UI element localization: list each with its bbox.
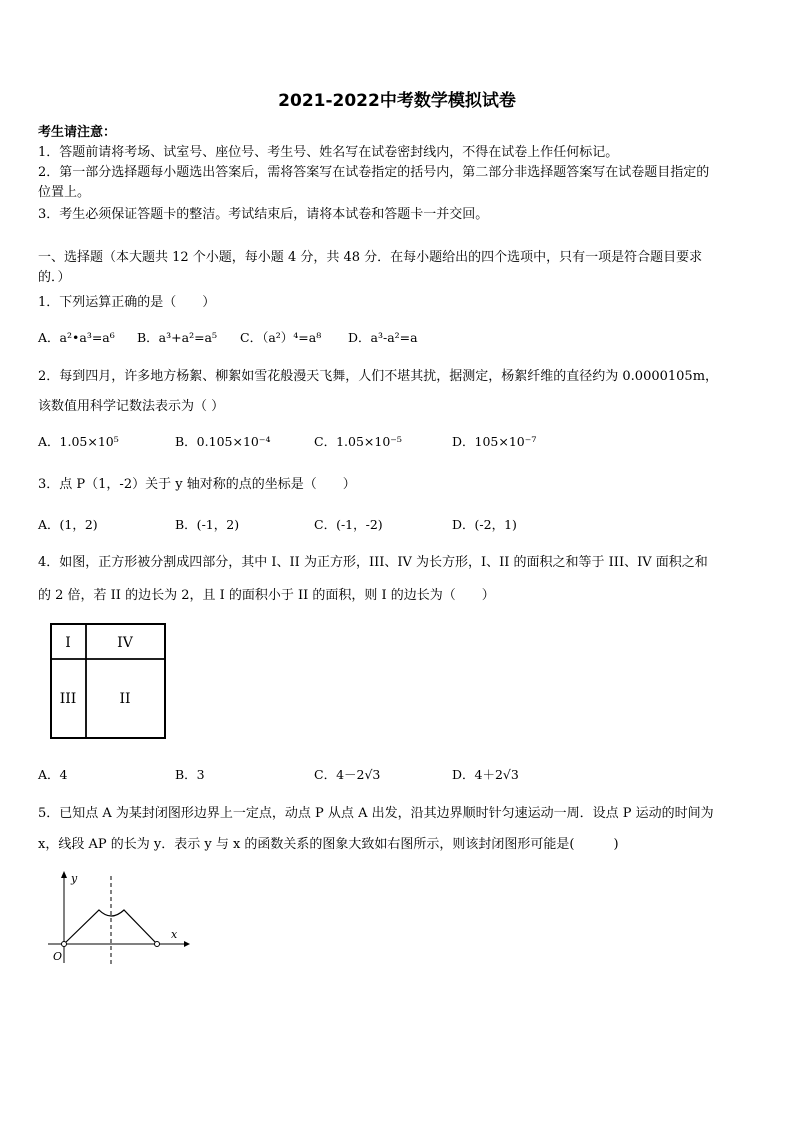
q5-stem-cont: x，线段 AP 的长为 y．表示 y 与 x 的函数关系的图象大致如右图所示，则该封闭图形可能是( ) (38, 837, 619, 852)
notice-item-2: 2．第一部分选择题每小题选出答案后，需将答案写在试卷指定的括号内，第二部分非选择题答案写在试卷题目指定的 (38, 165, 710, 180)
section-heading: 一、选择题（本大题共 12 个小题，每小题 4 分，共 48 分．在每小题给出的四个选项中，只有一项是符合题目要求 (38, 250, 703, 265)
notice-item-2-cont: 位置上。 (38, 185, 91, 200)
q2-option-b: B．0.105×10⁻⁴ (175, 434, 271, 449)
q1-option-d: D．a³-a²=a (348, 330, 418, 345)
q5-function-graph (44, 868, 194, 968)
q4-square-figure (48, 621, 168, 741)
q1-option-a: A．a²•a³=a⁶ (38, 330, 115, 345)
y-axis-label: y (71, 872, 78, 885)
q1-option-c: C．（a²）⁴=a⁸ (240, 330, 322, 345)
q4-option-c: C．4－2√3 (314, 767, 381, 782)
q4-stem-cont: 的 2 倍，若 II 的边长为 2，且 I 的面积小于 II 的面积，则 I 的边长为（ ） (38, 588, 495, 603)
q1-option-b: B．a³+a²=a⁵ (137, 330, 218, 345)
q5-stem: 5．已知点 A 为某封闭图形边界上一定点，动点 P 从点 A 出发，沿其边界顺时针匀速运动一周．设点 P 运动的时间为 (38, 806, 714, 821)
q4-option-d: D．4＋2√3 (452, 767, 519, 782)
q2-option-a: A．1.05×10⁵ (38, 434, 119, 449)
q4-label-i: I (65, 635, 71, 651)
q2-option-d: D．105×10⁻⁷ (452, 434, 537, 449)
q4-label-ii: II (119, 691, 131, 707)
q4-option-a: A．4 (38, 767, 68, 782)
q2-option-c: C．1.05×10⁻⁵ (314, 434, 402, 449)
q3-option-a: A．(1，2) (38, 517, 98, 532)
q3-option-b: B．(-1，2) (175, 517, 240, 532)
notice-header: 考生请注意： (38, 125, 117, 140)
origin-label: O (53, 950, 63, 963)
page-title: 2021-2022中考数学模拟试卷 (278, 91, 516, 111)
q4-option-b: B．3 (175, 767, 205, 782)
notice-item-1: 1．答题前请将考场、试室号、座位号、考生号、姓名写在试卷密封线内，不得在试卷上作任何标记。 (38, 145, 619, 160)
notice-item-3: 3．考生必须保证答题卡的整洁。考试结束后，请将本试卷和答题卡一并交回。 (38, 207, 489, 222)
section-heading-cont: 的．） (38, 270, 71, 285)
q3-option-d: D．(-2，1) (452, 517, 517, 532)
q3-stem: 3．点 P（1，-2）关于 y 轴对称的点的坐标是（ ） (38, 477, 356, 492)
x-axis-label: x (171, 928, 178, 941)
q4-label-iv: IV (117, 635, 133, 651)
q4-label-iii: III (59, 691, 77, 707)
q2-stem-cont: 该数值用科学记数法表示为（ ） (38, 399, 225, 414)
q1-stem: 1．下列运算正确的是（ ） (38, 295, 216, 310)
q2-stem: 2．每到四月，许多地方杨絮、柳絮如雪花般漫天飞舞，人们不堪其扰，据测定，杨絮纤维的直径约为 0.0000105m， (38, 369, 719, 384)
q3-option-c: C．(-1，-2) (314, 517, 383, 532)
q4-stem: 4．如图，正方形被分割成四部分，其中 I、II 为正方形，III、IV 为长方形，I、II 的面积之和等于 III、IV 面积之和 (38, 555, 708, 570)
